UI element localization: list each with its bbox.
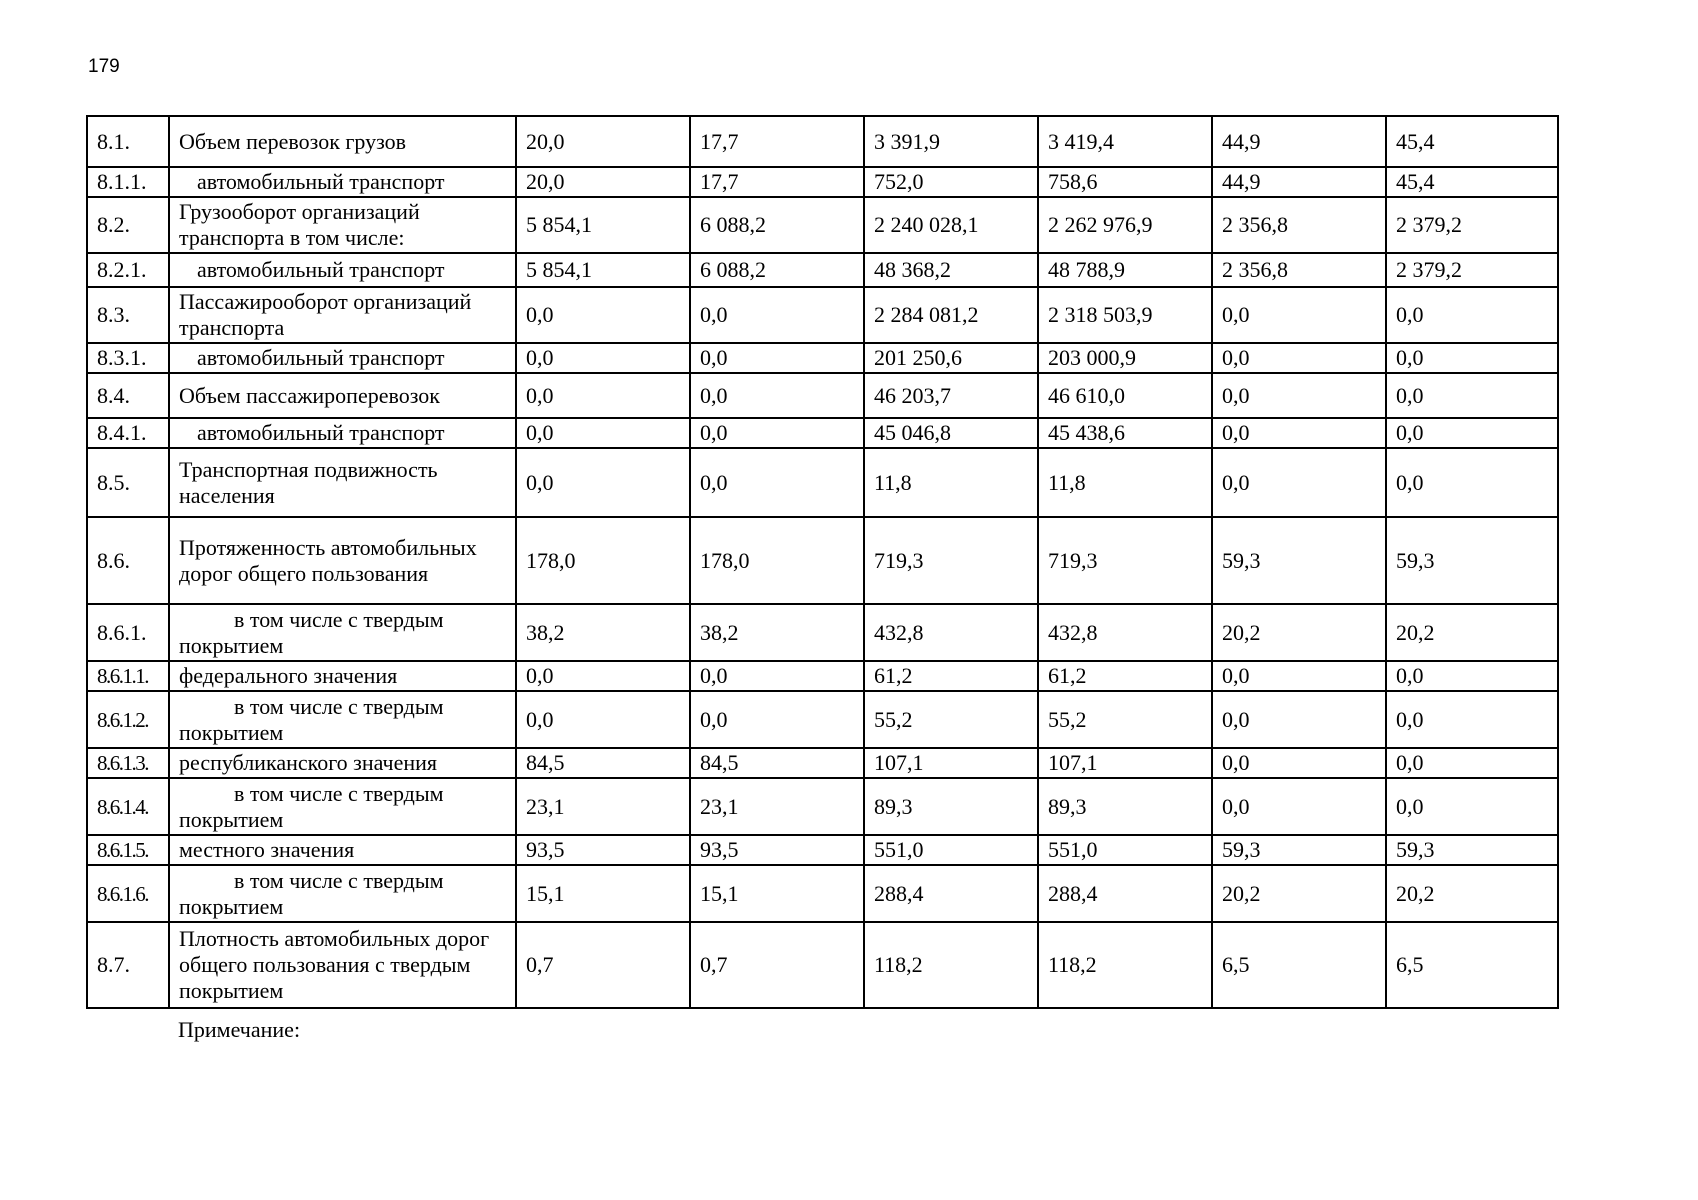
value-cell: 0,0 <box>516 373 690 418</box>
row-label: автомобильный транспорт <box>169 343 516 373</box>
table-row <box>87 116 1558 167</box>
table-row <box>87 778 1558 835</box>
value-cell: 0,0 <box>1212 287 1386 343</box>
table-row <box>87 691 1558 748</box>
value-cell: 11,8 <box>1038 448 1212 517</box>
row-code: 8.4. <box>87 373 169 418</box>
value-cell: 0,0 <box>690 343 864 373</box>
row-label: в том числе с твердым покрытием <box>169 691 516 748</box>
value-cell: 48 788,9 <box>1038 253 1212 287</box>
value-cell: 59,3 <box>1212 835 1386 865</box>
value-cell: 2 379,2 <box>1386 197 1558 253</box>
value-cell: 3 391,9 <box>864 116 1038 167</box>
value-cell: 17,7 <box>690 167 864 197</box>
row-code: 8.4.1. <box>87 418 169 448</box>
value-cell: 46 610,0 <box>1038 373 1212 418</box>
value-cell: 0,0 <box>1212 691 1386 748</box>
value-cell: 178,0 <box>516 517 690 604</box>
value-cell: 59,3 <box>1386 835 1558 865</box>
value-cell: 20,0 <box>516 167 690 197</box>
table-row <box>87 287 1558 343</box>
value-cell: 93,5 <box>690 835 864 865</box>
value-cell: 20,2 <box>1386 865 1558 922</box>
value-cell: 0,0 <box>1212 373 1386 418</box>
table-row <box>87 448 1558 517</box>
value-cell: 0,0 <box>690 373 864 418</box>
value-cell: 55,2 <box>1038 691 1212 748</box>
table-row <box>87 604 1558 661</box>
row-code: 8.2.1. <box>87 253 169 287</box>
value-cell: 719,3 <box>1038 517 1212 604</box>
value-cell: 2 356,8 <box>1212 253 1386 287</box>
value-cell: 0,7 <box>516 922 690 1008</box>
value-cell: 432,8 <box>864 604 1038 661</box>
value-cell: 11,8 <box>864 448 1038 517</box>
value-cell: 15,1 <box>516 865 690 922</box>
value-cell: 23,1 <box>690 778 864 835</box>
value-cell: 203 000,9 <box>1038 343 1212 373</box>
value-cell: 288,4 <box>864 865 1038 922</box>
table-row <box>87 661 1558 691</box>
table-row <box>87 167 1558 197</box>
value-cell: 118,2 <box>864 922 1038 1008</box>
value-cell: 2 356,8 <box>1212 197 1386 253</box>
row-code: 8.6.1.5. <box>87 835 169 865</box>
row-code: 8.6.1.1. <box>87 661 169 691</box>
value-cell: 0,0 <box>1386 661 1558 691</box>
value-cell: 38,2 <box>516 604 690 661</box>
value-cell: 0,0 <box>1386 748 1558 778</box>
row-code: 8.2. <box>87 197 169 253</box>
value-cell: 0,7 <box>690 922 864 1008</box>
value-cell: 0,0 <box>690 448 864 517</box>
value-cell: 20,0 <box>516 116 690 167</box>
value-cell: 84,5 <box>690 748 864 778</box>
transport-indicators-table <box>86 115 1559 1009</box>
value-cell: 6 088,2 <box>690 197 864 253</box>
value-cell: 0,0 <box>1212 343 1386 373</box>
row-label: в том числе с твердым покрытием <box>169 865 516 922</box>
table-row <box>87 253 1558 287</box>
row-label: Транспортная подвижность населения <box>169 448 516 517</box>
row-code: 8.6.1. <box>87 604 169 661</box>
value-cell: 2 318 503,9 <box>1038 287 1212 343</box>
value-cell: 2 240 028,1 <box>864 197 1038 253</box>
row-code: 8.6.1.3. <box>87 748 169 778</box>
value-cell: 288,4 <box>1038 865 1212 922</box>
value-cell: 0,0 <box>516 418 690 448</box>
row-label: в том числе с твердым покрытием <box>169 778 516 835</box>
value-cell: 5 854,1 <box>516 197 690 253</box>
value-cell: 752,0 <box>864 167 1038 197</box>
row-code: 8.7. <box>87 922 169 1008</box>
value-cell: 758,6 <box>1038 167 1212 197</box>
value-cell: 38,2 <box>690 604 864 661</box>
value-cell: 719,3 <box>864 517 1038 604</box>
value-cell: 59,3 <box>1386 517 1558 604</box>
value-cell: 178,0 <box>690 517 864 604</box>
page-number: 179 <box>88 56 120 77</box>
table-row <box>87 517 1558 604</box>
table-row <box>87 343 1558 373</box>
value-cell: 0,0 <box>1386 343 1558 373</box>
table-row <box>87 748 1558 778</box>
value-cell: 61,2 <box>1038 661 1212 691</box>
value-cell: 107,1 <box>864 748 1038 778</box>
value-cell: 17,7 <box>690 116 864 167</box>
value-cell: 44,9 <box>1212 116 1386 167</box>
value-cell: 0,0 <box>690 661 864 691</box>
value-cell: 48 368,2 <box>864 253 1038 287</box>
value-cell: 20,2 <box>1212 604 1386 661</box>
value-cell: 0,0 <box>690 418 864 448</box>
table-row <box>87 418 1558 448</box>
row-label: в том числе с твердым покрытием <box>169 604 516 661</box>
value-cell: 5 854,1 <box>516 253 690 287</box>
value-cell: 2 262 976,9 <box>1038 197 1212 253</box>
value-cell: 0,0 <box>1386 448 1558 517</box>
value-cell: 0,0 <box>1386 691 1558 748</box>
value-cell: 0,0 <box>1386 373 1558 418</box>
value-cell: 46 203,7 <box>864 373 1038 418</box>
value-cell: 0,0 <box>516 287 690 343</box>
value-cell: 45 438,6 <box>1038 418 1212 448</box>
value-cell: 201 250,6 <box>864 343 1038 373</box>
value-cell: 0,0 <box>516 343 690 373</box>
value-cell: 20,2 <box>1212 865 1386 922</box>
value-cell: 84,5 <box>516 748 690 778</box>
row-code: 8.6. <box>87 517 169 604</box>
row-label: Объем перевозок грузов <box>169 116 516 167</box>
row-code: 8.6.1.4. <box>87 778 169 835</box>
row-label: федерального значения <box>169 661 516 691</box>
value-cell: 6 088,2 <box>690 253 864 287</box>
value-cell: 0,0 <box>1386 418 1558 448</box>
value-cell: 432,8 <box>1038 604 1212 661</box>
value-cell: 45,4 <box>1386 167 1558 197</box>
row-label: Протяженность автомобильных дорог общего пользования <box>169 517 516 604</box>
value-cell: 0,0 <box>1386 778 1558 835</box>
value-cell: 55,2 <box>864 691 1038 748</box>
value-cell: 61,2 <box>864 661 1038 691</box>
value-cell: 0,0 <box>516 661 690 691</box>
row-label: автомобильный транспорт <box>169 418 516 448</box>
row-label: Пассажирооборот организаций транспорта <box>169 287 516 343</box>
row-label: республиканского значения <box>169 748 516 778</box>
value-cell: 0,0 <box>1212 748 1386 778</box>
value-cell: 0,0 <box>1212 448 1386 517</box>
table-row <box>87 373 1558 418</box>
value-cell: 45 046,8 <box>864 418 1038 448</box>
row-label: автомобильный транспорт <box>169 253 516 287</box>
table-row <box>87 835 1558 865</box>
row-label: Плотность автомобильных дорог общего пользования с твердым покрытием <box>169 922 516 1008</box>
row-code: 8.1.1. <box>87 167 169 197</box>
value-cell: 0,0 <box>516 448 690 517</box>
value-cell: 6,5 <box>1386 922 1558 1008</box>
table-row <box>87 865 1558 922</box>
value-cell: 59,3 <box>1212 517 1386 604</box>
row-code: 8.3.1. <box>87 343 169 373</box>
value-cell: 89,3 <box>864 778 1038 835</box>
table-row <box>87 197 1558 253</box>
row-code: 8.5. <box>87 448 169 517</box>
row-code: 8.6.1.6. <box>87 865 169 922</box>
value-cell: 93,5 <box>516 835 690 865</box>
value-cell: 2 379,2 <box>1386 253 1558 287</box>
row-code: 8.1. <box>87 116 169 167</box>
value-cell: 0,0 <box>516 691 690 748</box>
row-label: Объем пассажироперевозок <box>169 373 516 418</box>
row-label: Грузооборот организаций транспорта в том числе: <box>169 197 516 253</box>
value-cell: 20,2 <box>1386 604 1558 661</box>
value-cell: 118,2 <box>1038 922 1212 1008</box>
value-cell: 2 284 081,2 <box>864 287 1038 343</box>
row-label: местного значения <box>169 835 516 865</box>
value-cell: 0,0 <box>1212 418 1386 448</box>
value-cell: 15,1 <box>690 865 864 922</box>
value-cell: 0,0 <box>1212 778 1386 835</box>
value-cell: 6,5 <box>1212 922 1386 1008</box>
table-row <box>87 922 1558 1008</box>
value-cell: 551,0 <box>1038 835 1212 865</box>
value-cell: 0,0 <box>1212 661 1386 691</box>
value-cell: 45,4 <box>1386 116 1558 167</box>
value-cell: 89,3 <box>1038 778 1212 835</box>
row-code: 8.6.1.2. <box>87 691 169 748</box>
value-cell: 0,0 <box>690 691 864 748</box>
value-cell: 107,1 <box>1038 748 1212 778</box>
value-cell: 0,0 <box>1386 287 1558 343</box>
row-label: автомобильный транспорт <box>169 167 516 197</box>
value-cell: 551,0 <box>864 835 1038 865</box>
row-code: 8.3. <box>87 287 169 343</box>
value-cell: 23,1 <box>516 778 690 835</box>
value-cell: 3 419,4 <box>1038 116 1212 167</box>
value-cell: 44,9 <box>1212 167 1386 197</box>
note-text: Примечание: <box>178 1017 301 1042</box>
value-cell: 0,0 <box>690 287 864 343</box>
